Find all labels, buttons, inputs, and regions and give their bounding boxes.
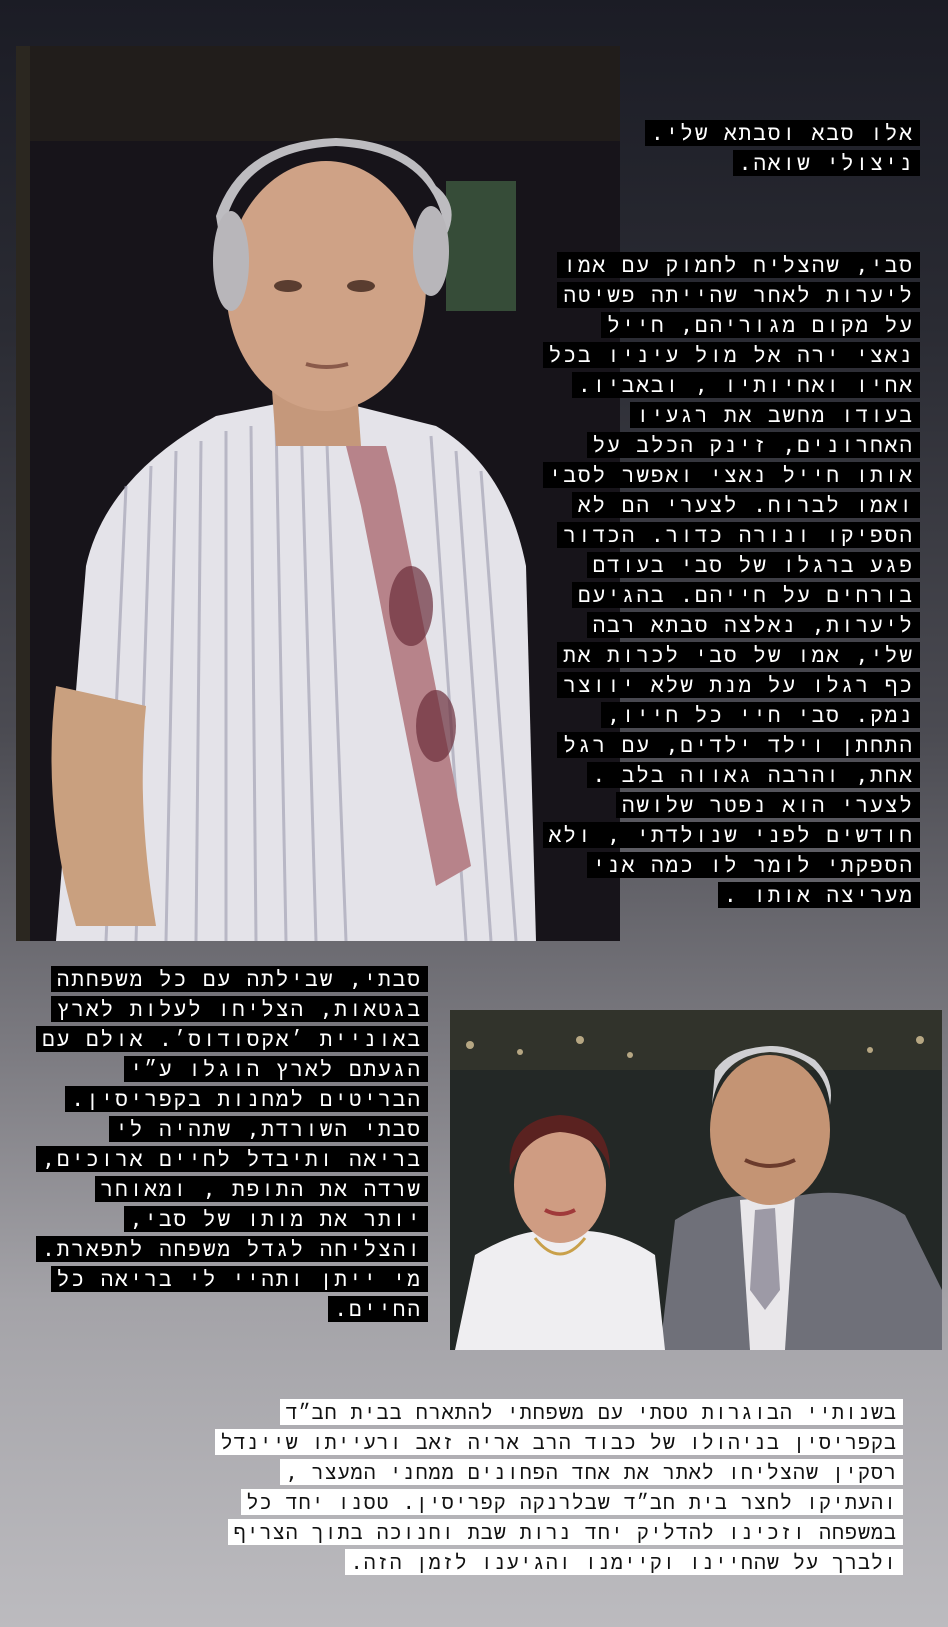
caption-line: לצערי הוא נפטר שלושה: [616, 792, 920, 818]
caption-line: והעתיקו לחצר בית חב״ד שבלרנקה קפריסין. טסנו יחד כל: [241, 1489, 903, 1515]
caption-line: האחרונים, זינק הכלב על: [587, 432, 920, 458]
heading-caption: [590, 118, 920, 178]
grandmother-story: [8, 964, 428, 1324]
caption-line: בקפריסין בניהולו של כבוד הרב אריה זאב ורעייתו שיינדל: [215, 1429, 903, 1455]
caption-line: סבי, שהצליח לחמוק עם אמו: [557, 252, 920, 278]
caption-line: שלי, אמו של סבי לכרות את: [557, 642, 920, 668]
caption-line: ליערות, נאלצה סבתא רבה: [587, 612, 920, 638]
caption-line: בשנותיי הבוגרות טסתי עם משפחתי להתארח בבית חב״ד: [280, 1399, 903, 1425]
caption-line: הבריטים למחנות בקפריסין.: [65, 1086, 428, 1112]
caption-line: ניצולי שואה.: [733, 150, 920, 176]
caption-line: בורחים על חייהם. בהגיעם: [572, 582, 920, 608]
caption-line: והצליחה לגדל משפחה לתפארת.: [36, 1236, 428, 1262]
caption-line: התחתן וילד ילדים, עם רגל: [557, 732, 920, 758]
caption-line: מי ייתן ותהיי לי בריאה כל: [51, 1266, 428, 1292]
caption-line: החיים.: [328, 1296, 428, 1322]
caption-line: במשפחה וזכינו להדליק יחד נרות שבת וחנוכה בתוך הצריף: [228, 1519, 903, 1545]
caption-line: בגטאות, הצליחו לעלות לארץ: [51, 996, 428, 1022]
caption-line: מעריצה אותו .: [718, 882, 920, 908]
caption-line: בריאה ותיבדל לחיים ארוכים,: [36, 1146, 428, 1172]
caption-line: נאצי ירה אל מול עיניו בכל: [543, 342, 920, 368]
caption-line: חודשים לפני שנולדתי , ולא: [543, 822, 920, 848]
caption-line: ואמו לברוח. לצערי הם לא: [572, 492, 920, 518]
caption-line: על מקום מגוריהם, חייל: [601, 312, 920, 338]
caption-line: יותר את מותו של סבי,: [124, 1206, 428, 1232]
caption-line: בעודו מחשב את רגעיו: [630, 402, 920, 428]
caption-line: אחיו ואחיותיו , ובאביו.: [572, 372, 920, 398]
caption-line: הספיקו ונורה כדור. הכדור: [557, 522, 920, 548]
caption-line: רסקין שהצליחו לאתר את אחד הפחונים ממחני המעצר ,: [280, 1459, 903, 1485]
grandfather-story: [455, 250, 920, 910]
caption-line: ליערות לאחר שהייתה פשיטה: [557, 282, 920, 308]
caption-line: כף רגלו על מנת שלא יווצר: [557, 672, 920, 698]
footer-story: [18, 1397, 903, 1577]
caption-line: אותו חייל נאצי ואפשר לסבי: [543, 462, 920, 488]
couple-photo: [450, 1010, 942, 1350]
caption-line: שרדה את התופת , ומאוחר: [95, 1176, 428, 1202]
caption-line: סבתי, שבילתה עם כל משפחתה: [51, 966, 428, 992]
caption-line: הגעתם לארץ הוגלו ע״י: [124, 1056, 428, 1082]
caption-line: אחת, והרבה גאווה בלב .: [587, 762, 921, 788]
caption-line: הספקתי לומר לו כמה אני: [587, 852, 920, 878]
caption-line: פגע ברגלו של סבי בעודם: [587, 552, 920, 578]
caption-line: ולברך על שהחיינו וקיימנו והגיענו לזמן הזה.: [345, 1549, 903, 1575]
caption-line: באוניית ׳אקסודוס׳. אולם עם: [36, 1026, 428, 1052]
caption-line: נמק. סבי חיי כל חייו,: [601, 702, 920, 728]
caption-line: אלו סבא וסבתא שלי.: [645, 120, 920, 146]
caption-line: סבתי השורדת, שתהיה לי: [109, 1116, 428, 1142]
